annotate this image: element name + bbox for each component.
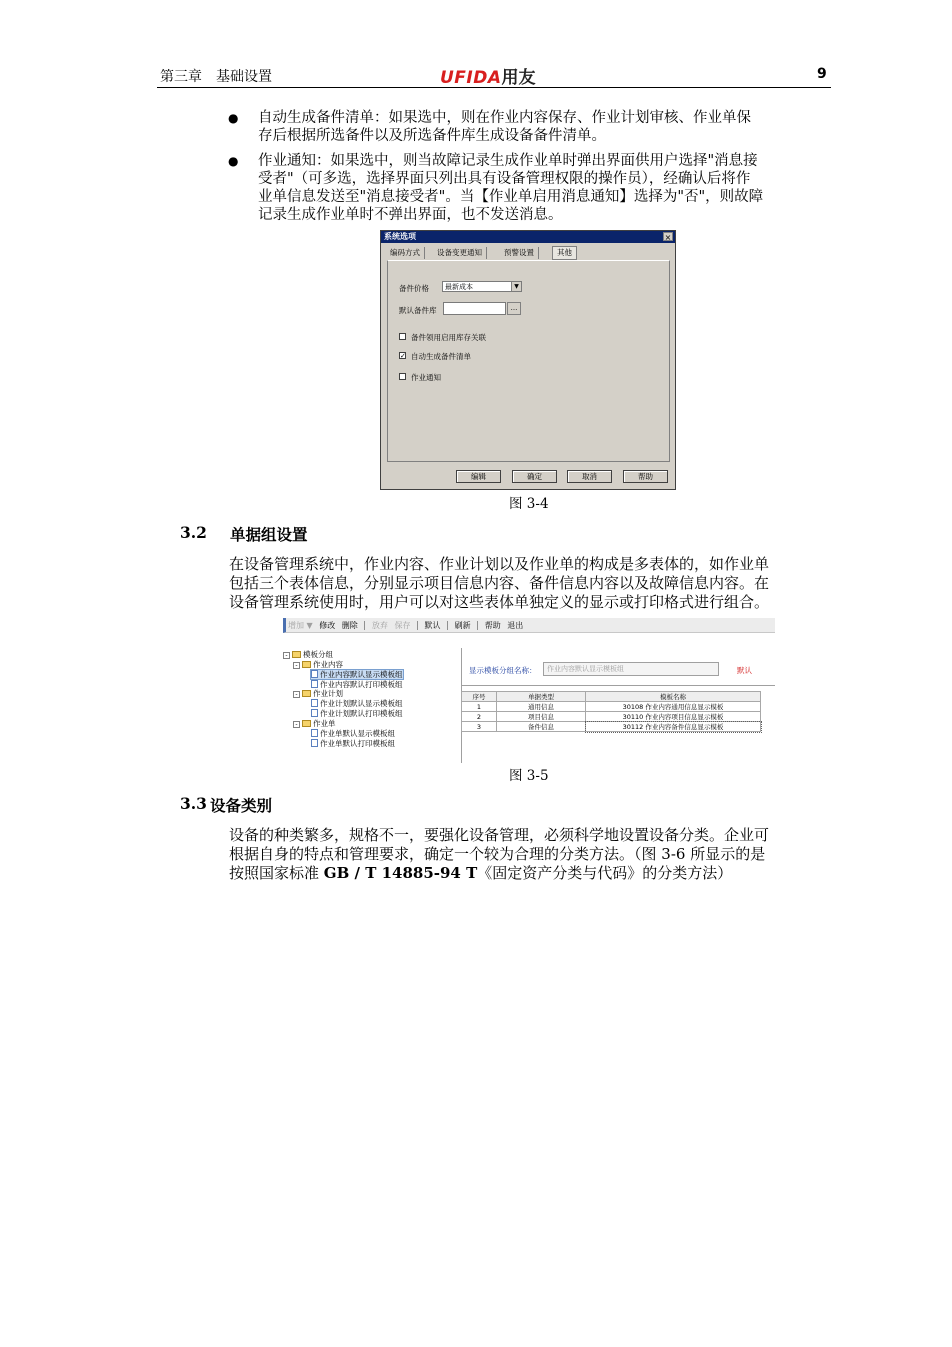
- text-line: 作业通知：如果选中，则当故障记录生成作业单时弹出界面供用户选择"消息接: [258, 153, 758, 169]
- tree-item[interactable]: [311, 739, 395, 748]
- tree-item-label: 作业内容默认打印模板组: [320, 680, 403, 689]
- folder-icon: [302, 661, 311, 668]
- figure-caption-3-4: 图 3-4: [509, 496, 549, 512]
- header-rule: [157, 87, 831, 88]
- toolbar-modify-button[interactable]: 修改: [319, 621, 336, 630]
- edit-button[interactable]: 编辑: [456, 470, 501, 483]
- text-line: [229, 864, 769, 883]
- column-header: 序号: [462, 692, 497, 702]
- text-run: 按照国家标准: [229, 864, 324, 882]
- toolbar-exit-button[interactable]: 退出: [507, 621, 524, 630]
- table-row[interactable]: [462, 722, 761, 732]
- section-title: 设备类别: [210, 796, 273, 815]
- tree-item[interactable]: [311, 709, 403, 718]
- price-value: 最新成本: [445, 283, 473, 291]
- toolbar-add-button[interactable]: 增加 ▼: [288, 621, 313, 630]
- tree-item[interactable]: [311, 680, 403, 689]
- text-line: 记录生成作业单时不弹出界面，也不发送消息。: [258, 207, 563, 223]
- text-line: 受者"（可多选，选择界面只列出具有设备管理权限的操作员），经确认后将作: [258, 171, 751, 187]
- tab-device-change-notice[interactable]: 设备变更通知: [433, 247, 487, 259]
- toolbar-save-button[interactable]: 保存: [394, 621, 411, 630]
- collapse-icon[interactable]: -: [293, 662, 300, 669]
- section-title: 单据组设置: [230, 525, 308, 544]
- toolbar-separator: [364, 621, 365, 630]
- text-line: 自动生成备件清单：如果选中，则在作业内容保存、作业计划审核、作业单保: [258, 110, 751, 126]
- group-name-label: 显示模板分组名称：: [469, 666, 537, 675]
- text-line: 存后根据所选备件以及所选备件库生成设备备件清单。: [258, 128, 606, 144]
- tree-item-label: 作业计划默认显示模板组: [320, 699, 403, 708]
- document-icon: [311, 709, 318, 717]
- folder-icon: [302, 720, 311, 727]
- document-icon: [311, 699, 318, 707]
- tree-item-label: 作业单默认显示模板组: [320, 729, 395, 738]
- tab-encoding[interactable]: 编码方式: [386, 247, 425, 259]
- collapse-icon[interactable]: -: [293, 721, 300, 728]
- close-icon[interactable]: ×: [664, 233, 672, 242]
- tree-item-label: 作业计划默认打印模板组: [320, 709, 403, 718]
- browse-button[interactable]: ...: [507, 302, 521, 315]
- checkbox-stock-link[interactable]: [399, 333, 406, 340]
- tree-item-selected[interactable]: [311, 670, 403, 679]
- group-name-input[interactable]: 作业内容默认显示模板组: [543, 662, 719, 676]
- tree-root[interactable]: [283, 650, 333, 659]
- tree-item[interactable]: [311, 699, 403, 708]
- document-icon: [311, 729, 318, 737]
- folder-icon: [292, 651, 301, 658]
- toolbar-separator: [417, 621, 418, 630]
- bullet-text-1: [258, 109, 751, 145]
- help-button[interactable]: 帮助: [623, 470, 668, 483]
- document-icon: [311, 670, 318, 678]
- toolbar-default-button[interactable]: 默认: [424, 621, 441, 630]
- tree-group-label: 作业计划: [313, 689, 343, 698]
- toolbar-discard-button[interactable]: 放弃: [371, 621, 388, 630]
- collapse-icon[interactable]: -: [283, 652, 290, 659]
- toolbar-delete-button[interactable]: 删除: [341, 621, 358, 630]
- tab-other[interactable]: 其他: [552, 246, 577, 260]
- brand-logo: [440, 63, 536, 88]
- text-line: 在设备管理系统中，作业内容、作业计划以及作业单的构成是多表体的，如作业单: [229, 555, 770, 573]
- toolbar-refresh-button[interactable]: 刷新: [454, 621, 471, 630]
- text-line: 设备管理系统使用时，用户可以对这些表体单独定义的显示或打印格式进行组合。: [229, 593, 770, 611]
- bullet-dot: ●: [228, 111, 239, 125]
- column-header: 单据类型: [497, 692, 586, 702]
- document-icon: [311, 739, 318, 747]
- tree-root-label: 模板分组: [303, 650, 333, 659]
- text-line: 包括三个表体信息，分别显示项目信息内容、备件信息内容以及故障信息内容。在: [229, 574, 770, 592]
- text-line: 设备的种类繁多，规格不一，要强化设备管理，必须科学地设置设备分类。企业可: [229, 826, 770, 844]
- collapse-icon[interactable]: -: [293, 691, 300, 698]
- toolbar-help-button[interactable]: 帮助: [484, 621, 501, 630]
- tree-group-job-order[interactable]: [293, 719, 336, 728]
- section-3-2-body: [229, 555, 769, 612]
- table-cell: 3: [462, 722, 497, 732]
- cancel-button[interactable]: 取消: [567, 470, 612, 483]
- checkbox-stock-link-label: 备件领用启用库存关联: [411, 333, 486, 342]
- chapter-title: 第三章 基础设置: [160, 69, 272, 85]
- figure-caption-3-5: 图 3-5: [509, 768, 549, 784]
- tree-group-job-content[interactable]: [293, 660, 343, 669]
- panel-divider: [461, 685, 775, 686]
- default-store-input[interactable]: [443, 302, 506, 315]
- bullet-dot: ●: [228, 154, 239, 168]
- ok-button[interactable]: 确定: [512, 470, 557, 483]
- tab-warning-settings[interactable]: 预警设置: [500, 247, 539, 259]
- price-label: 备件价格: [399, 284, 429, 293]
- table-cell: 通用信息: [497, 702, 586, 712]
- table-cell: 30110 作业内容项目信息显示模板: [586, 712, 761, 722]
- section-3-3-body: [229, 826, 769, 883]
- standard-code: GB / T 14885-94 T: [323, 864, 478, 882]
- page-number: 9: [817, 66, 827, 82]
- table-cell: 2: [462, 712, 497, 722]
- section-number: 3.3: [180, 794, 207, 813]
- brand-latin: UFIDA: [440, 68, 502, 88]
- text-line: 根据自身的特点和管理要求，确定一个较为合理的分类方法。（图 3-6 所显示的是: [229, 845, 766, 863]
- table-cell: 1: [462, 702, 497, 712]
- template-toolbar: [283, 618, 775, 633]
- toolbar-separator: [447, 621, 448, 630]
- table-row[interactable]: [462, 712, 761, 722]
- template-group-tree: [283, 648, 462, 763]
- document-icon: [311, 680, 318, 688]
- table-cell: 项目信息: [497, 712, 586, 722]
- tree-item-label: 作业内容默认显示模板组: [320, 670, 403, 679]
- section-number: 3.2: [180, 523, 207, 542]
- checkbox-auto-parts-list[interactable]: ✓: [400, 352, 406, 360]
- tree-group-label: 作业单: [313, 719, 336, 728]
- tree-item-label: 作业单默认打印模板组: [320, 739, 395, 748]
- checkbox-auto-parts-list-label: 自动生成备件清单: [411, 352, 471, 361]
- tree-item[interactable]: [311, 729, 395, 738]
- brand-cn: 用友: [501, 68, 536, 88]
- checkbox-job-notice-label: 作业通知: [411, 373, 441, 382]
- bullet-text-2: [258, 152, 763, 224]
- text-line: 业单信息发送至"消息接受者"。当【作业单启用消息通知】选择为"否"，则故障: [258, 189, 764, 205]
- table-header-row: [462, 692, 761, 702]
- table-cell: 30108 作业内容通用信息显示模板: [586, 702, 761, 712]
- table-cell: 30112 作业内容备件信息显示模板: [586, 722, 761, 732]
- system-options-dialog: [380, 230, 676, 490]
- checkbox-job-notice[interactable]: [399, 373, 406, 380]
- chevron-down-icon[interactable]: ▼: [511, 282, 521, 291]
- tree-group-label: 作业内容: [313, 660, 343, 669]
- table-row[interactable]: [462, 702, 761, 712]
- dialog-title: 系统选项: [381, 231, 675, 243]
- default-store-label: 默认备件库: [399, 306, 437, 315]
- column-header: 模板名称: [586, 692, 761, 702]
- table-cell: 备件信息: [497, 722, 586, 732]
- text-run: 《固定资产分类与代码》的分类方法）: [477, 864, 733, 882]
- template-table: [461, 691, 761, 732]
- folder-icon: [302, 690, 311, 697]
- price-select[interactable]: [442, 281, 522, 292]
- toolbar-separator: [477, 621, 478, 630]
- default-tag: 默认: [737, 666, 752, 675]
- tree-group-job-plan[interactable]: [293, 689, 343, 698]
